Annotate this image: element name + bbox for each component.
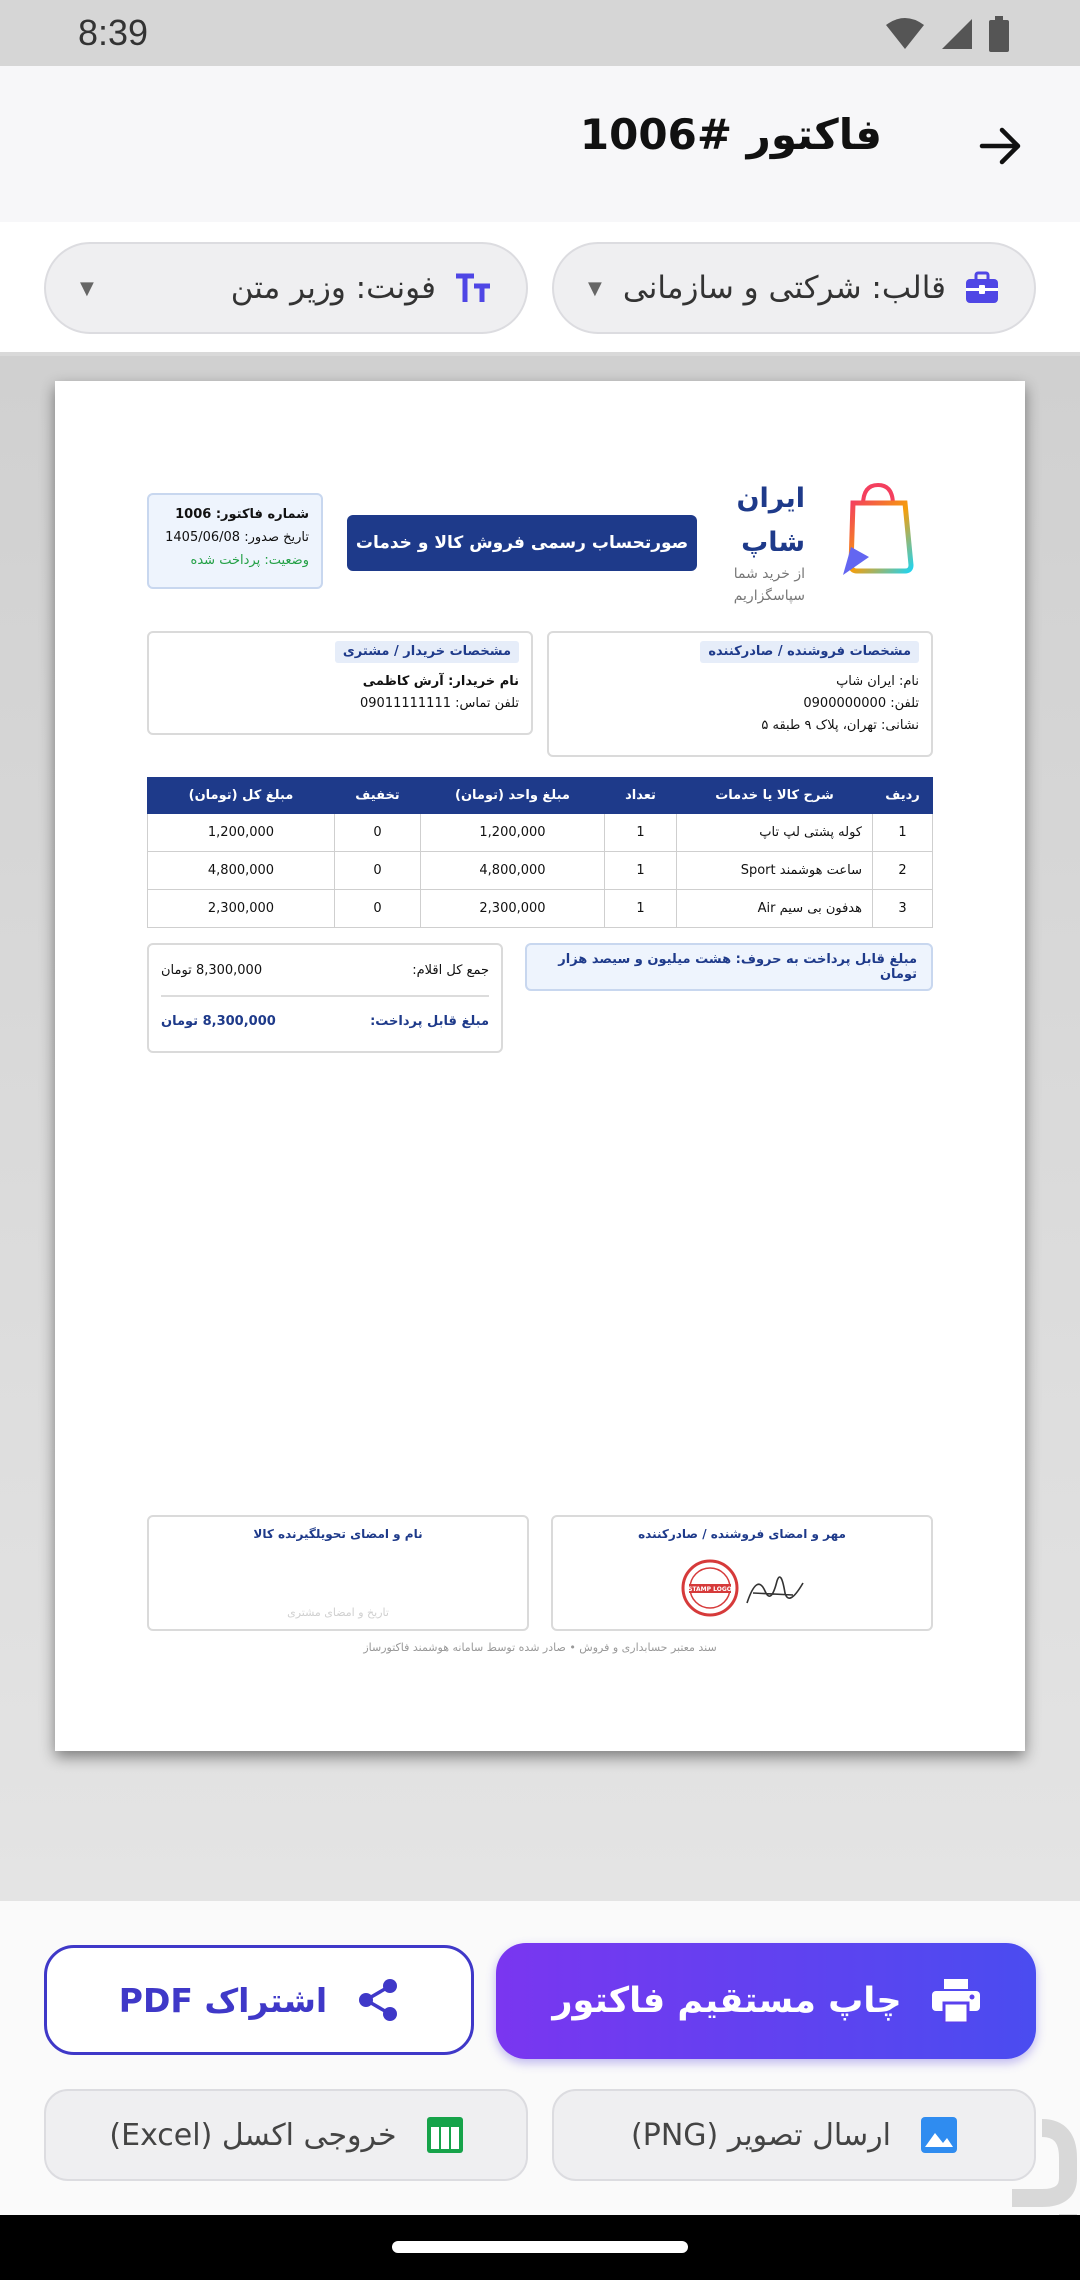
options-bar [0, 222, 1080, 356]
table-cell: 4,800,000 [421, 852, 605, 890]
actions-panel [0, 1901, 1080, 2215]
table-cell: 1,200,000 [148, 814, 335, 852]
table-cell: 2 [873, 852, 933, 890]
invoice-date: تاریخ صدور: 1405/06/08 [165, 530, 309, 545]
template-selector[interactable] [552, 242, 1036, 334]
wifi-icon [884, 17, 926, 51]
share-pdf-label: اشتراک PDF [118, 1980, 328, 2020]
shop-name-line-2: شاپ [741, 527, 805, 558]
column-header: ردیف [873, 778, 933, 814]
font-selector-label: فونت: وزیر متن [230, 270, 436, 306]
table-cell: ساعت هوشمند Sport [677, 852, 873, 890]
amount-in-words: مبلغ قابل پرداخت به حروف: هشت میلیون و سیصد هزار تومان [525, 943, 933, 991]
shopping-bag-logo-icon [841, 481, 915, 577]
table-cell: کوله پشتی لپ تاپ [677, 814, 873, 852]
subtotal-label: جمع کل اقلام: [412, 962, 489, 978]
column-header: شرح کالا یا خدمات [677, 778, 873, 814]
export-excel-button[interactable] [44, 2089, 528, 2181]
chevron-down-icon: ▼ [588, 277, 602, 299]
table-cell: 2,300,000 [148, 890, 335, 928]
seller-heading: مشخصات فروشنده / صادرکننده [700, 641, 919, 663]
buyer-name: نام خریدار: آرش کاظمی [362, 674, 519, 689]
invoice-preview-area[interactable] [0, 356, 1080, 1901]
buyer-signature-hint: تاریخ و امضای مشتری [287, 1606, 389, 1619]
font-selector[interactable] [44, 242, 528, 334]
table-cell: هدفون بی سیم Air [677, 890, 873, 928]
buyer-heading: مشخصات خریدار / مشتری [335, 641, 519, 663]
seller-address: نشانی: تهران، پلاک ۹ طبقه ۵ [761, 718, 919, 733]
items-table [147, 777, 933, 928]
payable-value: 8,300,000 تومان [161, 1013, 276, 1029]
slogan-line-2: سپاسگزاریم [733, 588, 805, 604]
slogan-line-1: از خرید شما [733, 566, 805, 582]
back-button[interactable] [972, 118, 1028, 174]
table-cell: 3 [873, 890, 933, 928]
subtotal-value: 8,300,000 تومان [161, 962, 263, 978]
home-gesture-handle[interactable] [392, 2241, 688, 2253]
share-pdf-button[interactable] [44, 1945, 474, 2055]
system-nav-bar [0, 2215, 1080, 2280]
image-icon [921, 2117, 957, 2153]
table-cell: 0 [335, 814, 421, 852]
table-cell: 0 [335, 852, 421, 890]
table-cell: 1 [605, 890, 677, 928]
subtotal-row [161, 945, 489, 995]
seller-phone: تلفن: 0900000000 [803, 696, 919, 711]
shop-name [705, 477, 805, 565]
text-font-icon [454, 272, 492, 304]
table-cell: 1 [605, 852, 677, 890]
invoice-status: وضعیت: پرداخت شده [190, 553, 309, 568]
battery-icon [988, 16, 1010, 52]
status-icons [884, 16, 1010, 52]
invoice-number: شماره فاکتور: 1006 [175, 507, 309, 522]
seller-name: نام: ایران شاپ [836, 674, 919, 689]
invoice-footnote: سند معتبر حسابداری و فروش • صادر شده توسط سامانه هوشمند فاکتورساز [363, 1641, 717, 1654]
export-excel-label: خروجی اکسل (Excel) [109, 2117, 397, 2153]
briefcase-icon [964, 271, 1000, 305]
back-arrow-icon [976, 122, 1024, 170]
stamp-text: STAMP LOGO [688, 1586, 732, 1593]
template-selector-label: قالب: شرکتی و سازمانی [622, 270, 946, 306]
status-bar [0, 0, 1080, 66]
table-cell: 4,800,000 [148, 852, 335, 890]
print-button-label: چاپ مستقیم فاکتور [552, 1981, 902, 2021]
column-header: تخفیف [335, 778, 421, 814]
send-png-button[interactable] [552, 2089, 1036, 2181]
payable-row [161, 995, 489, 1045]
share-icon [357, 1978, 399, 2022]
status-time: 8:39 [78, 12, 149, 53]
buyer-signature-label: نام و امضای تحویلگیرنده کالا [253, 1527, 423, 1541]
table-cell: 0 [335, 890, 421, 928]
seller-signature-label: مهر و امضای فروشنده / صادرکننده [638, 1527, 846, 1541]
chevron-down-icon: ▼ [80, 277, 94, 299]
app-bar [0, 66, 1080, 222]
print-button[interactable] [496, 1943, 1036, 2059]
invoice-meta-box [147, 493, 323, 589]
invoice-banner: صورتحساب رسمی فروش کالا و خدمات [347, 515, 697, 571]
table-cell: 1,200,000 [421, 814, 605, 852]
buyer-phone: تلفن تماس: 09011111111 [360, 696, 519, 711]
payable-label: مبلغ قابل پرداخت: [370, 1013, 489, 1029]
send-png-label: ارسال تصویر (PNG) [631, 2117, 891, 2153]
column-header: تعداد [605, 778, 677, 814]
seller-info-box [547, 631, 933, 757]
invoice-paper [55, 381, 1025, 1751]
buyer-signature-box [147, 1515, 529, 1631]
seller-signature-box [551, 1515, 933, 1631]
signal-icon [940, 17, 974, 51]
table-header-row [148, 778, 933, 814]
shop-slogan [705, 563, 805, 607]
totals-box [147, 943, 503, 1053]
table-cell: 2,300,000 [421, 890, 605, 928]
table-row [148, 852, 933, 890]
table-cell: 1 [873, 814, 933, 852]
column-header: مبلغ واحد (تومان) [421, 778, 605, 814]
signature-scribble [743, 1563, 807, 1613]
table-cell: 1 [605, 814, 677, 852]
buyer-info-box [147, 631, 533, 735]
table-row [148, 890, 933, 928]
printer-icon [932, 1979, 980, 2023]
table-row [148, 814, 933, 852]
table-grid-icon [427, 2117, 463, 2153]
stamp-logo-icon [681, 1559, 739, 1617]
page-title: فاکتور #1006 [579, 110, 882, 159]
shop-name-line-1: ایران [736, 483, 805, 514]
column-header: مبلغ کل (تومان) [148, 778, 335, 814]
